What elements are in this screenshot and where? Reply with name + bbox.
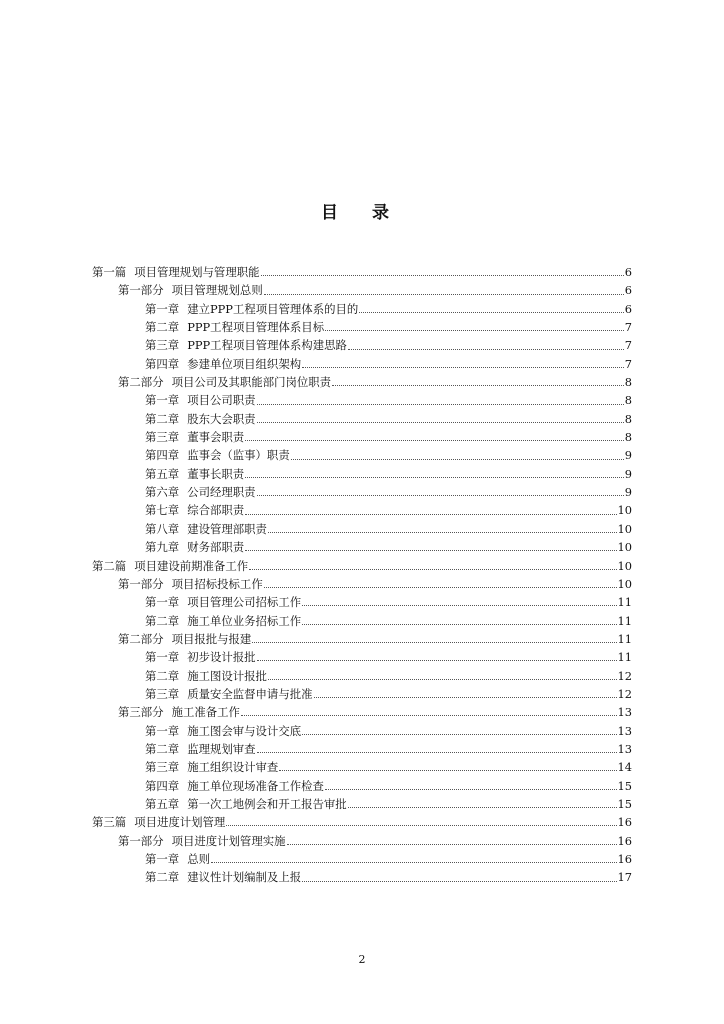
toc-entry[interactable] — [92, 648, 632, 666]
toc-entry-text: 施工单位业务招标工作 — [187, 613, 302, 628]
toc-entry[interactable] — [92, 281, 632, 299]
toc-entry-text: 项目进度计划管理实施 — [171, 833, 286, 848]
toc-entry-number: 第五章 — [145, 796, 180, 811]
toc-entry-text: 项目管理规划与管理职能 — [134, 265, 260, 279]
toc-entry-label — [145, 593, 301, 611]
toc-entry[interactable] — [92, 667, 632, 685]
toc-entry-number: 第一章 — [145, 595, 180, 610]
toc-entry-text: 项目公司及其职能部门岗位职责 — [171, 375, 332, 390]
toc-entry-label — [118, 373, 331, 391]
toc-entry-label — [145, 336, 347, 354]
dot-leader — [287, 843, 617, 845]
page-title: 目 录 — [321, 203, 403, 223]
toc-entry[interactable] — [92, 557, 632, 575]
toc-entry-number: 第二部分 — [118, 631, 164, 646]
toc-entry-number: 第四章 — [145, 448, 180, 463]
toc-entry-page: 6 — [624, 301, 632, 316]
toc-entry-label — [145, 501, 244, 519]
toc-entry-text: 项目管理规划总则 — [171, 283, 263, 298]
toc-entry-page: 14 — [617, 760, 632, 775]
toc-entry[interactable] — [92, 777, 632, 795]
toc-entry-text: 初步设计报批 — [187, 650, 256, 665]
toc-entry-page: 12 — [617, 668, 632, 683]
dot-leader — [226, 824, 616, 826]
toc-entry-label — [145, 612, 301, 630]
toc-entry-text: 公司经理职责 — [187, 485, 256, 500]
dot-leader — [257, 494, 624, 496]
toc-entry-number: 第五章 — [145, 466, 180, 481]
toc-entry-page: 10 — [617, 540, 632, 555]
toc-entry-text: 项目公司职责 — [187, 393, 256, 408]
toc-entry-label — [145, 795, 347, 813]
toc-entry-label — [145, 868, 301, 886]
toc-entry[interactable] — [92, 868, 632, 886]
toc-entry-label — [118, 281, 263, 299]
toc-entry-number: 第六章 — [145, 485, 180, 500]
toc-entry-text: 监事会（监事）职责 — [187, 448, 290, 463]
page-number: 2 — [358, 953, 366, 966]
toc-entry-page: 8 — [624, 430, 632, 445]
toc-entry-page: 16 — [617, 833, 632, 848]
toc-entry-label — [118, 575, 263, 593]
dot-leader — [245, 439, 624, 441]
toc-entry-label — [145, 483, 256, 501]
toc-entry-page: 11 — [617, 631, 632, 646]
toc-entry[interactable] — [92, 336, 632, 354]
dot-leader — [279, 769, 616, 771]
toc-entry-number: 第一章 — [145, 852, 180, 866]
toc-entry-text: 建议性计划编制及上报 — [187, 870, 302, 885]
toc-entry-label — [118, 832, 286, 850]
dot-leader — [325, 329, 624, 331]
dot-leader — [257, 659, 617, 661]
toc-entry-label — [145, 850, 210, 868]
toc-entry-label — [145, 300, 358, 318]
toc-entry-page: 10 — [617, 558, 632, 573]
toc-entry[interactable] — [92, 391, 632, 409]
toc-entry-label — [145, 318, 324, 336]
toc-entry-page: 10 — [617, 521, 632, 536]
toc-entry[interactable] — [92, 740, 632, 758]
toc-entry[interactable] — [92, 465, 632, 483]
toc-entry-page: 8 — [624, 375, 632, 390]
toc-entry-page: 11 — [617, 650, 632, 665]
toc-entry-number: 第二篇 — [92, 558, 127, 573]
toc-entry-number: 第一部分 — [118, 576, 164, 591]
toc-entry[interactable] — [92, 300, 632, 318]
toc-entry[interactable] — [92, 813, 632, 831]
toc-entry-page: 9 — [624, 466, 632, 481]
toc-entry-number: 第一篇 — [92, 265, 127, 279]
toc-entry[interactable] — [92, 630, 632, 648]
toc-entry[interactable] — [92, 538, 632, 556]
toc-entry-number: 第三章 — [145, 430, 180, 445]
dot-leader — [257, 403, 624, 405]
toc-entry[interactable] — [92, 483, 632, 501]
dot-leader — [245, 549, 616, 551]
dot-leader — [348, 806, 617, 808]
toc-entry[interactable] — [92, 703, 632, 721]
toc-entry[interactable] — [92, 832, 632, 850]
toc-entry-label — [145, 685, 313, 703]
toc-entry-page: 11 — [617, 613, 632, 628]
toc-entry[interactable] — [92, 850, 632, 868]
toc-entry-page: 13 — [617, 723, 632, 738]
toc-entry-text: 项目报批与报建 — [171, 631, 252, 646]
toc-entry-page: 15 — [617, 796, 632, 811]
toc-entry-number: 第一章 — [145, 301, 180, 316]
toc-entry-text: 总则 — [187, 852, 210, 866]
toc-entry[interactable] — [92, 758, 632, 776]
toc-entry-text: 股东大会职责 — [187, 411, 256, 426]
toc-entry[interactable] — [92, 355, 632, 373]
toc-entry-label — [145, 355, 301, 373]
toc-entry-text: PPP工程项目管理体系目标 — [187, 320, 325, 335]
dot-leader — [268, 531, 617, 533]
toc-entry[interactable] — [92, 520, 632, 538]
toc-entry-number: 第二章 — [145, 411, 180, 426]
toc-entry-label — [145, 538, 244, 556]
toc-entry-label — [145, 722, 301, 740]
toc-entry-label — [145, 446, 290, 464]
toc-entry-number: 第一章 — [145, 393, 180, 408]
toc-entry-page: 9 — [624, 448, 632, 463]
toc-entry[interactable] — [92, 795, 632, 813]
toc-entry-label — [145, 758, 278, 776]
toc-entry-label — [145, 667, 267, 685]
toc-entry-label — [145, 648, 256, 666]
toc-entry-label — [145, 740, 256, 758]
toc-entry-page: 17 — [617, 870, 632, 885]
dot-leader — [245, 476, 624, 478]
toc-entry-page: 10 — [617, 503, 632, 518]
toc-entry-number: 第二部分 — [118, 375, 164, 390]
toc-entry-text: 监理规划审查 — [187, 741, 256, 756]
toc-entry-number: 第三章 — [145, 686, 180, 701]
toc-entry-label — [92, 813, 225, 831]
toc-entry-text: 施工图设计报批 — [187, 668, 267, 683]
toc-entry-number: 第二章 — [145, 320, 180, 335]
toc-entry-number: 第四章 — [145, 356, 180, 371]
toc-entry-text: 董事长职责 — [187, 466, 245, 481]
toc-entry-text: 建设管理部职责 — [187, 521, 267, 536]
toc-entry-label — [118, 630, 251, 648]
toc-entry-page: 7 — [624, 356, 632, 371]
toc-entry-text: 项目招标投标工作 — [171, 576, 263, 591]
toc-entry[interactable] — [92, 575, 632, 593]
toc-entry-text: 财务部职责 — [187, 540, 245, 555]
toc-entry[interactable] — [92, 263, 632, 281]
toc-entry[interactable] — [92, 410, 632, 428]
toc-entry-number: 第三章 — [145, 760, 180, 775]
toc-entry-label — [145, 465, 244, 483]
toc-entry-text: 施工准备工作 — [171, 705, 240, 720]
dot-leader — [348, 348, 624, 350]
dot-leader — [291, 458, 624, 460]
toc-entry-label — [92, 557, 248, 575]
toc-entry[interactable] — [92, 685, 632, 703]
toc-entry-number: 第一部分 — [118, 833, 164, 848]
dot-leader — [257, 751, 617, 753]
toc-entry-number: 第一部分 — [118, 283, 164, 298]
toc-entry-label — [145, 391, 256, 409]
toc-entry-text: 项目管理公司招标工作 — [187, 595, 302, 610]
toc-entry-number: 第二章 — [145, 741, 180, 756]
toc-entry[interactable] — [92, 373, 632, 391]
dot-leader — [359, 311, 623, 313]
toc-entry-text: 综合部职责 — [187, 503, 245, 518]
dot-leader — [249, 568, 616, 570]
toc-entry-number: 第九章 — [145, 540, 180, 555]
dot-leader — [264, 293, 624, 295]
toc-entry-number: 第四章 — [145, 778, 180, 793]
toc-entry-label — [92, 263, 260, 281]
dot-leader — [261, 274, 624, 276]
toc-entry-text: 施工组织设计审查 — [187, 760, 279, 775]
toc-entry-page: 8 — [624, 393, 632, 408]
toc-entry-label — [145, 520, 267, 538]
toc-entry-page: 11 — [617, 595, 632, 610]
toc-entry-number: 第二章 — [145, 613, 180, 628]
toc-entry-number: 第二章 — [145, 870, 180, 885]
toc-entry-text: 第一次工地例会和开工报告审批 — [187, 796, 347, 811]
toc-entry-text: 建立PPP工程项目管理体系的目的 — [187, 301, 359, 316]
dot-leader — [314, 696, 617, 698]
toc-entry[interactable] — [92, 446, 632, 464]
dot-leader — [257, 421, 624, 423]
toc-entry-page: 7 — [624, 320, 632, 335]
dot-leader — [302, 366, 624, 368]
toc-entry-page: 9 — [624, 485, 632, 500]
toc-entry-page: 16 — [617, 815, 632, 830]
toc-entry-text: 董事会职责 — [187, 430, 245, 445]
toc-entry-text: 施工图会审与设计交底 — [187, 723, 302, 738]
toc-entry-page: 8 — [624, 411, 632, 426]
toc-entry-text: PPP工程项目管理体系构建思路 — [187, 338, 347, 353]
toc-entry-text: 项目建设前期准备工作 — [134, 558, 249, 573]
toc-entry-page: 13 — [617, 705, 632, 720]
toc-entry[interactable] — [92, 612, 632, 630]
toc-entry[interactable] — [92, 428, 632, 446]
dot-leader — [325, 788, 617, 790]
table-of-contents — [92, 263, 632, 887]
dot-leader — [302, 604, 616, 606]
dot-leader — [302, 880, 616, 882]
toc-entry-text: 项目进度计划管理 — [134, 815, 226, 830]
toc-entry-page: 13 — [617, 741, 632, 756]
toc-entry-page: 10 — [617, 576, 632, 591]
toc-entry-number: 第三部分 — [118, 705, 164, 720]
toc-entry-number: 第三篇 — [92, 815, 127, 830]
toc-entry-page: 15 — [617, 778, 632, 793]
dot-leader — [302, 733, 616, 735]
toc-entry-number: 第八章 — [145, 521, 180, 536]
dot-leader — [211, 861, 617, 863]
toc-entry-number: 第三章 — [145, 338, 180, 353]
toc-entry[interactable] — [92, 722, 632, 740]
dot-leader — [268, 678, 617, 680]
dot-leader — [245, 513, 616, 515]
dot-leader — [332, 384, 624, 386]
toc-entry-number: 第一章 — [145, 723, 180, 738]
toc-entry-label — [118, 703, 240, 721]
toc-entry-label — [145, 410, 256, 428]
toc-entry-number: 第二章 — [145, 668, 180, 683]
toc-entry-text: 施工单位现场准备工作检查 — [187, 778, 324, 793]
toc-entry-page: 6 — [624, 265, 632, 279]
toc-entry-label — [145, 777, 324, 795]
toc-entry-page: 16 — [617, 852, 632, 866]
toc-entry-page: 7 — [624, 338, 632, 353]
toc-entry[interactable] — [92, 593, 632, 611]
toc-entry-text: 参建单位项目组织架构 — [187, 356, 302, 371]
toc-entry-number: 第七章 — [145, 503, 180, 518]
toc-entry-label — [145, 428, 244, 446]
dot-leader — [252, 641, 616, 643]
toc-entry-page: 6 — [624, 283, 632, 298]
dot-leader — [302, 623, 616, 625]
toc-entry-text: 质量安全监督申请与批准 — [187, 686, 313, 701]
toc-entry-number: 第一章 — [145, 650, 180, 665]
dot-leader — [241, 714, 617, 716]
toc-entry[interactable] — [92, 501, 632, 519]
toc-entry[interactable] — [92, 318, 632, 336]
dot-leader — [264, 586, 617, 588]
toc-entry-page: 12 — [617, 686, 632, 701]
